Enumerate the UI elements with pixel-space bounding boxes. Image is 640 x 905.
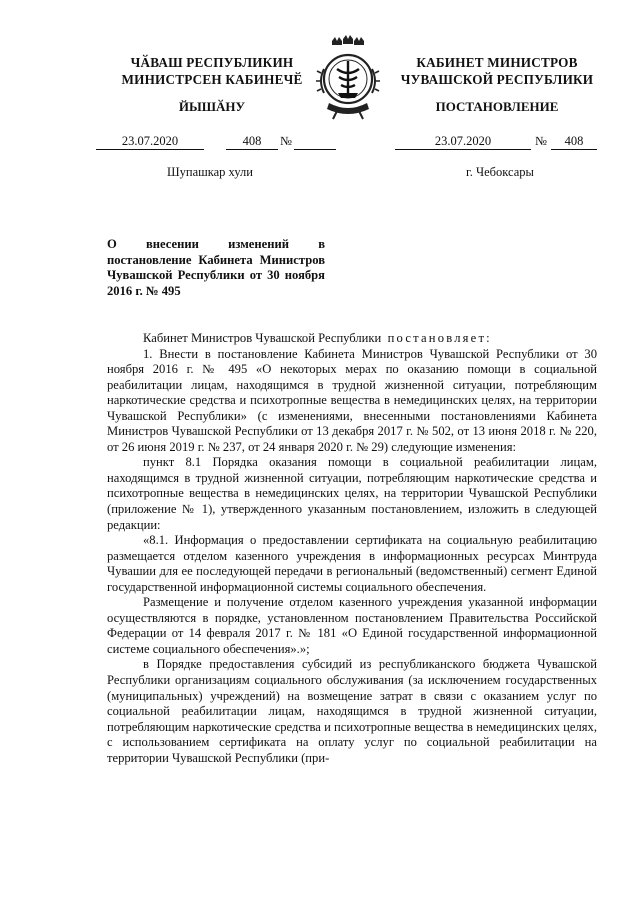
city-chuvash: Шупашкар хули: [167, 165, 253, 179]
doc-type-chuvash: ЙЫШӐНУ: [178, 99, 246, 114]
doc-type-russian: ПОСТАНОВЛЕНИЕ: [435, 99, 559, 114]
right-number: 408: [551, 134, 597, 150]
header-left: [92, 54, 332, 88]
city-russian: г. Чебоксары: [466, 165, 534, 179]
left-no-sign: №: [280, 134, 292, 148]
intro-text: Кабинет Министров Чувашской Республики: [143, 331, 382, 345]
intro-decree-word: постановляет:: [387, 331, 492, 345]
left-number: 408: [226, 134, 278, 150]
paragraph-2: пункт 8.1 Порядка оказания помощи в социальной реабилитации лицам, находящимся в трудной жизненной ситуации, потребляющим наркотические средства и психотропные вещества в немедицинских целях, на территории Чувашской Республики (приложение № 1), утвержденного указанным постановлением, изложить в следующей редакции:: [107, 455, 597, 532]
right-no-sign: №: [535, 134, 547, 148]
left-date: 23.07.2020: [96, 134, 204, 150]
document-title: О внесении изменений в постановление Кабинета Министров Чувашской Республики от 30 ноября 2016 г. № 495: [107, 237, 325, 298]
document-body: [107, 331, 597, 766]
header-left-line2: МИНИСТРСЕН КАБИНЕЧӖ: [121, 72, 303, 87]
header-right-line2: ЧУВАШСКОЙ РЕСПУБЛИКИ: [400, 72, 594, 87]
chuvash-republic-emblem-icon: [315, 35, 381, 121]
intro-paragraph: [107, 331, 597, 347]
numbering-right: [395, 134, 597, 150]
header-right-line1: КАБИНЕТ МИНИСТРОВ: [416, 55, 578, 70]
right-date: 23.07.2020: [395, 134, 531, 150]
paragraph-5: в Порядке предоставления субсидий из республиканского бюджета Чувашской Республики организациям социального обслуживания (за исключением государственных (муниципальных) учреждений) на возмещение затрат в связи с оказанием услуг по социальной реабилитации лицам, находящимся в трудной жизненной ситуации, потребляющим наркотические средства и психотропные вещества в немедицинских целях, с использованием сертификата на оплату услуг по социальной реабилитации на территории Чувашской Республики (при-: [107, 657, 597, 765]
header-left-line1: ЧӐВАШ РЕСПУБЛИКИН: [130, 55, 294, 70]
paragraph-1: 1. Внести в постановление Кабинета Министров Чувашской Республики от 30 ноября 2016 г. № 495 «О некоторых мерах по оказанию помощи в социальной реабилитации лицам, находящимся в трудной жизненной ситуации, потребляющим наркотические средства и психотропные вещества в немедицинских целях, на территории Чувашской Республики» (с изменениями, внесенными постановлениями Кабинета Министров Чувашской Республики от 13 декабря 2017 г. № 502, от 13 июня 2018 г. № 220, от 26 июня 2019 г. № 237, от 24 января 2020 г. № 29) следующие изменения:: [107, 346, 597, 454]
header-right: [392, 54, 602, 88]
numbering-left: [96, 134, 336, 150]
paragraph-3: «8.1. Информация о предоставлении сертификата на социальную реабилитацию размещается отделом казенного учреждения в информационных ресурсах Минтруда Чувашии для ее последующей передачи в региональный (ведомственный) сегмент Единой государственной информационной системы социального обеспечения.: [107, 533, 597, 594]
left-blank-line: [294, 134, 336, 150]
paragraph-4: Размещение и получение отделом казенного учреждения указанной информации осуществляются в порядке, установленном постановлением Правительства Российской Федерации от 14 февраля 2017 г. № 181 «О Единой государственной информационной системе социального обеспечения».»;: [107, 595, 597, 656]
